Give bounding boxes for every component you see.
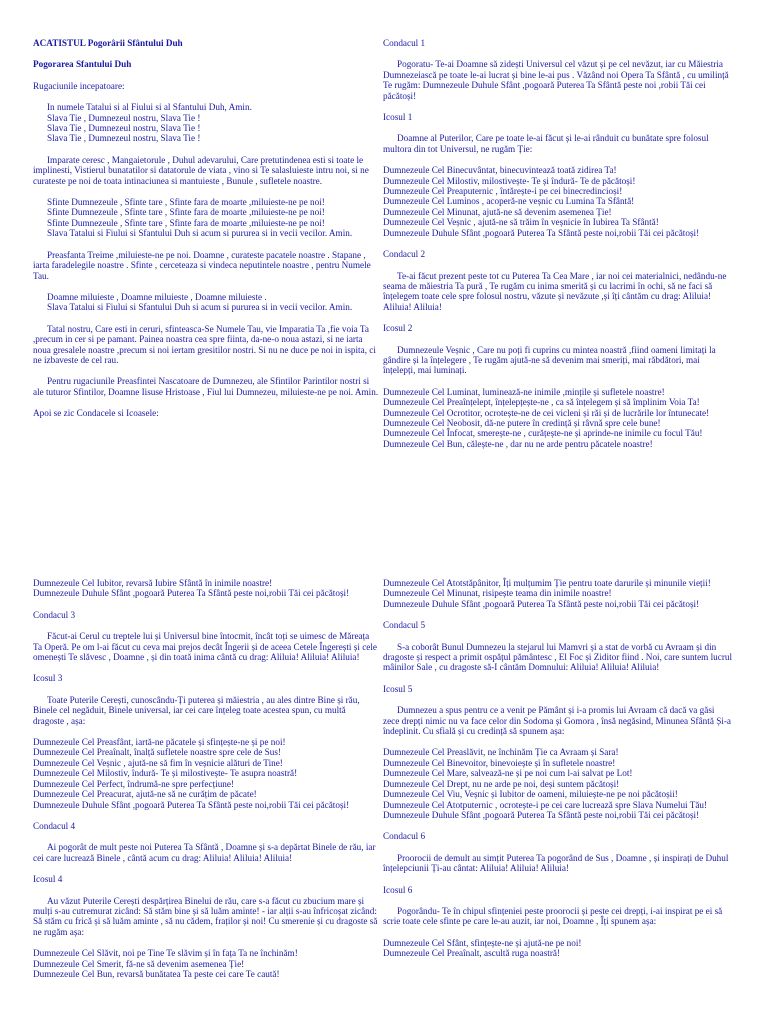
text-line: Dumnezeule Cel Preaînalt, ascultă ruga noastră! <box>383 948 561 959</box>
text-line: Tatal nostru, Care esti in ceruri, sfinteasca-Se Numele Tau, vie Imparatia Ta ,fie voia Ta ,precum in cer si pe pamant. Painea noastra cea spre fiinta, da-ne-o noua astazi, si ne iarta noua gresalele noastre ,precum si noi iertam gresitilor nostri. Si nu ne duce pe noi in ispita, ci ne izbaveste de cel rau. <box>33 323 379 365</box>
text-block <box>383 831 733 841</box>
page-divider <box>0 553 768 565</box>
text-block <box>383 620 733 630</box>
text-block <box>383 885 733 895</box>
text-block <box>33 737 379 810</box>
text-block <box>33 695 379 726</box>
text-line: Doamne miluieste , Doamne miluieste , Doamne miluieste . <box>47 291 267 302</box>
text-block <box>33 59 379 69</box>
text-block <box>33 250 379 281</box>
text-line: Rugaciunile incepatoare: <box>33 80 125 91</box>
text-line: Dumnezeule Cel Mare, salvează-ne și pe noi cum l-ai salvat pe Lot! <box>383 768 633 779</box>
text-block <box>33 81 379 91</box>
text-line: Dumnezeule Cel Veșnic , ajută-ne să trăim în veșnicie în Iubirea Ta Sfântă! <box>383 217 659 228</box>
text-line: Condacul 6 <box>383 831 426 842</box>
page-bottom <box>0 572 768 1024</box>
text-line: Dumnezeule Veșnic , Care nu poți fi cuprins cu mintea noastră ,fiind oameni limitați la gândire și la înțelegere , Te rugăm ajută-ne să devenim mai smeriți, mai răbdători, mai înțelepți, mai luminați. <box>383 344 719 376</box>
column-left <box>33 578 379 990</box>
text-block <box>33 38 379 48</box>
text-block <box>383 938 733 959</box>
text-line: Dumnezeule Duhule Sfânt ,pogoară Puterea Ta Sfântă peste noi,robii Tăi cei păcătoși! <box>383 598 700 609</box>
text-block <box>33 376 379 397</box>
text-line: Icosul 6 <box>383 884 413 895</box>
text-line: Slava Tie , Dumnezeul nostru, Slava Tie ! <box>47 112 201 123</box>
text-line: Icosul 2 <box>383 323 413 334</box>
text-line: Toate Puterile Cerești, cunoscându-Ți puterea și măiestria , au ales dintre Bine și rău, Binele cel negăduit, Binele universal, iar cei care înțeleg toate acestea spun, cu multă dragoste , așa: <box>33 694 362 726</box>
text-line: Te-ai făcut prezent peste tot cu Puterea Ta Cea Mare , iar noi cei materialnici, nedându-ne seama de măiestria Ta pură , Te rugăm cu inima smerită și cu lacrimi în ochi, să ne faci să înțelegem toate cele spre folosul nostru, văzute și nevăzute ,și îți cântăm cu drag: Aliluia! Aliluia! Aliluia! <box>383 270 729 312</box>
text-block <box>33 874 379 884</box>
text-line: Condacul 4 <box>33 820 76 831</box>
text-line: Dumnezeule Cel Neobosit, dă-ne putere în credință și râvnă spre cele bune! <box>383 417 661 428</box>
text-line: Icosul 1 <box>383 112 413 123</box>
text-line: Dumnezeule Duhule Sfânt ,pogoară Puterea Ta Sfântă peste noi,robii Tăi cei păcătoși! <box>33 588 350 599</box>
text-line: S-a coborât Bunul Dumnezeu la stejarul lui Mamvri și a stat de vorbă cu Avraam și din dragoste și respect a primit ospățul pământesc , El Foc și Ziditor fiind . Noi, care suntem lucrul mâinilor Sale , cu dragoste să-I cântăm Domnului: Aliluia! Aliluia! Aliluia! <box>383 641 735 673</box>
text-block <box>383 684 733 694</box>
text-line: Dumnezeule Cel Milostiv, îndură- Te și milostivește- Te asupra noastră! <box>33 768 298 779</box>
text-block <box>33 197 379 239</box>
text-block <box>33 102 379 144</box>
text-block <box>33 673 379 683</box>
text-line: Proorocii de demult au simțit Puterea Ta pogorând de Sus , Doamne , și inspirați de Duhul înțelepciunii Ți-au cântat: Aliluia! Aliluia! Aliluia! <box>383 852 731 874</box>
text-line: Slava Tie , Dumnezeul nostru, Slava Tie ! <box>47 133 201 144</box>
text-line: Dumnezeule Cel Minunat, ajută-ne să devenim asemenea Ție! <box>383 206 612 217</box>
text-line: In numele Tatalui si al Fiului si al Sfantului Duh, Amin. <box>47 102 252 113</box>
text-block <box>33 578 379 599</box>
text-block <box>383 906 733 927</box>
text-line: Dumnezeule Cel Preaputernic , întărește-i pe cei binecredincioși! <box>383 186 623 197</box>
text-line: Dumnezeule Cel Milostiv, milostivește- Te și îndură- Te de păcătoși! <box>383 175 636 186</box>
text-block <box>383 112 733 122</box>
text-line: Dumnezeule Cel Binecuvântat, binecuvintează toată zidirea Ta! <box>383 165 617 176</box>
text-block <box>383 271 733 313</box>
column-right <box>383 578 733 970</box>
text-line: Dumnezeule Cel Preacurat, ajută-ne să ne curățim de păcate! <box>33 789 257 800</box>
text-line: Slava Tie , Dumnezeul nostru, Slava Tie ! <box>47 123 201 134</box>
text-line: Dumnezeule Cel Preaînalt, înalță sufletele noastre spre cele de Sus! <box>33 747 281 758</box>
text-line: Pentru rugaciunile Preasfintei Nascatoare de Dumnezeu, ale Sfintilor Parintilor nostri si ale tuturor Sfintilor, Doamne Iisuse Hristoase , Fiul lui Dumnezeu, miluieste-ne pe noi. Amin. <box>33 376 379 397</box>
text-line: Dumnezeu a spus pentru ce a venit pe Pământ și i-a promis lui Avraam că dacă va găsi zece drepți nimic nu va face celor din Sodoma și Gomora , însă negăsind, Minunea Sfântă Și-a îndeplinit. Cu sfială și cu credință să spunem așa: <box>383 705 734 737</box>
text-block <box>383 165 733 238</box>
text-line: Dumnezeule Cel Atotstăpânitor, Îți mulțumim Ție pentru toate darurile și minunile vieții! <box>383 578 711 588</box>
text-block <box>33 896 379 938</box>
text-block <box>383 642 733 673</box>
text-block <box>383 387 733 449</box>
text-block <box>383 38 733 48</box>
text-line: Dumnezeule Cel Minunat, risipește teama din inimile noastre! <box>383 588 612 599</box>
text-line: Sfinte Dumnezeule , Sfinte tare , Sfinte fara de moarte ,miluieste-ne pe noi! <box>47 197 325 208</box>
text-line: Au văzut Puterile Cerești despărțirea Binelui de rău, care s-a făcut cu zbucium mare și mulți s-au cutremurat zicând: Să stăm bine și să luăm aminte! - iar alții s-au înfricoșat zicând: Să stăm cu frică și să luăm aminte , să nu cădem, fraților și noi! Cu smerenie și cu dragoste să ne rugăm așa: <box>33 895 380 937</box>
text-block <box>383 578 733 609</box>
text-line: Dumnezeule Cel Binevoitor, binevoiește și în sufletele noastre! <box>383 757 616 768</box>
text-line: Dumnezeule Duhule Sfânt ,pogoară Puterea Ta Sfântă peste noi,robii Tăi cei păcătoși! <box>33 799 350 810</box>
text-line: Pogorându- Te în chipul sfințeniei peste proorocii și peste cei drepți, i-ai inspirat pe ei să scrie toate cele sfinte pe care le-au auzit, iar noi, Doamne , Îți spunem așa: <box>383 905 725 927</box>
text-line: Dumnezeule Cel Veșnic , ajută-ne să fim în veșnicie alături de Tine! <box>33 757 283 768</box>
text-block <box>383 705 733 736</box>
text-line: Dumnezeule Cel Înfocat, smerește-ne , curățește-ne și aprinde-ne inimile cu focul Tău! <box>383 428 703 439</box>
text-line: Dumnezeule Cel Ocrotitor, ocrotește-ne de cei vicleni și răi și de lucrările lor întunecate! <box>383 407 710 418</box>
text-block <box>33 324 379 366</box>
text-line: Dumnezeule Cel Luminos , acoperă-ne veșnic cu Lumina Ta Sfântă! <box>383 196 635 207</box>
text-line: Apoi se zic Condacele si Icoasele: <box>33 408 159 419</box>
text-line: Dumnezeule Cel Smerit, fă-ne să devenim asemenea Ție! <box>33 958 245 969</box>
text-block <box>33 408 379 418</box>
text-block <box>383 853 733 874</box>
text-line: Icosul 3 <box>33 673 63 684</box>
text-line: Icosul 4 <box>33 874 63 885</box>
text-block <box>383 133 733 154</box>
text-line: Dumnezeule Cel Bun, călește-ne , dar nu ne arde pentru păcatele noastre! <box>383 438 653 449</box>
text-block <box>33 155 379 186</box>
text-block <box>383 59 733 101</box>
text-block <box>33 821 379 831</box>
column-right <box>383 38 733 460</box>
text-line: Dumnezeule Duhule Sfânt ,pogoară Puterea Ta Sfântă peste noi,robii Tăi cei păcătoși! <box>383 809 700 820</box>
text-line: Făcut-ai Cerul cu treptele lui și Universul bine întocmit, încât toți se uimesc de Măreața Ta Operă. Pe om l-ai făcut cu ceva mai prejos decât Îngerii și de aceea Cetele Îngerești și cele omenești Te slăvesc , Doamne , și din toată inima cântă cu drag: Aliluia! Aliluia! Aliluia! <box>33 631 380 663</box>
column-left <box>33 38 379 430</box>
text-block <box>33 631 379 662</box>
text-line: Dumnezeule Cel Luminat, luminează-ne inimile ,mințile și sufletele noastre! <box>383 386 665 397</box>
text-line: Condacul 1 <box>383 38 426 48</box>
text-line: Preasfanta Treime ,miluieste-ne pe noi. Doamne , curateste pacatele noastre . Stapane , iarta faradelegile noastre . Sfinte , cerceteaza si vindeca neputintele noastre , pentru Numele Tau. <box>33 249 373 281</box>
text-line: Condacul 3 <box>33 609 76 620</box>
text-line: Ai pogorât de mult peste noi Puterea Ta Sfântă , Doamne și s-a depărtat Binele de rău, iar cei care lucrează Binele , cântă acum cu drag: Aliluia! Aliluia! Aliluia! <box>33 842 378 863</box>
text-line: Dumnezeule Cel Iubitor, revarsă Iubire Sfântă în inimile noastre! <box>33 578 273 588</box>
text-line: Dumnezeule Cel Slăvit, noi pe Tine Te slăvim și în fața Ta ne închinăm! <box>33 948 298 959</box>
text-line: Sfinte Dumnezeule , Sfinte tare , Sfinte fara de moarte ,miluieste-ne pe noi! <box>47 207 325 218</box>
text-block <box>383 345 733 376</box>
text-line: Dumnezeule Cel Atotputernic , ocrotește-i pe cei care lucrează spre Slava Numelui Tău! <box>383 799 708 810</box>
text-line: Sfinte Dumnezeule , Sfinte tare , Sfinte fara de moarte ,miluieste-ne pe noi! <box>47 217 325 228</box>
text-line: Dumnezeule Cel Viu, Veșnic și Iubitor de oameni, miluiește-ne pe noi păcătoșii! <box>383 789 678 800</box>
text-line: Doamne al Puterilor, Care pe toate le-ai făcut și le-ai rânduit cu bunătate spre folosul multora din tot Universul, ne rugăm Ție: <box>383 133 711 154</box>
text-line: Dumnezeule Cel Bun, revarsă bunătatea Ta peste cei care Te caută! <box>33 968 280 979</box>
text-line: Dumnezeule Cel Preasfânt, iartă-ne păcatele și sfințește-ne și pe noi! <box>33 737 286 748</box>
text-block <box>33 948 379 979</box>
text-line: Condacul 2 <box>383 249 426 260</box>
text-line: Dumnezeule Cel Preaînțelept, înțelepțește-ne , ca să înțelegem și să împlinim Voia Ta! <box>383 397 700 408</box>
text-block <box>383 323 733 333</box>
text-line: Dumnezeule Duhule Sfânt ,pogoară Puterea Ta Sfântă peste noi,robii Tăi cei păcătoși! <box>383 227 700 238</box>
text-block <box>33 610 379 620</box>
text-line: Dumnezeule Cel Sfânt, sfințește-ne și ajută-ne pe noi! <box>383 937 582 948</box>
text-line: Dumnezeule Cel Preaslăvit, ne închinăm Ție ca Avraam și Sara! <box>383 747 619 758</box>
text-line: Dumnezeule Cel Perfect, îndrumă-ne spre perfecțiune! <box>33 778 235 789</box>
text-block <box>33 292 379 313</box>
text-block <box>383 249 733 259</box>
text-line: Dumnezeule Cel Drept, nu ne arde pe noi, deși suntem păcătoși! <box>383 778 620 789</box>
text-line: Imparate ceresc , Mangaietorule , Duhul adevarului, Care pretutindenea esti si toate le implinesti, Vistierul bunatatilor si datatorule de viata , vino si Te salasluieste intru noi, si ne curateste pe noi de toata intinaciunea si mantuieste , Bunule , sufletele noastre. <box>33 154 372 186</box>
text-block <box>383 747 733 820</box>
text-line: Icosul 5 <box>383 683 413 694</box>
text-line: Slava Tatalui si Fiului si Sfantului Duh si acum si pururea si in vecii vecilor. Amin. <box>47 228 353 239</box>
heading: ACATISTUL Pogorârii Sfântului Duh <box>33 38 183 48</box>
text-block <box>33 842 379 863</box>
text-line: Pogoratu- Te-ai Doamne să zidești Universul cel văzut și pe cel nevăzut, iar cu Măiestria Dumnezeiască pe toate le-ai lucrat și bine le-ai pus . Văzând noi Opera Ta Sfântă , cu umilință Te rugăm: Dumnezeule Duhule Sfânt ,pogoară Puterea Ta Sfântă peste noi ,robii Tăi cei păcătoși! <box>383 59 731 101</box>
text-line: Condacul 5 <box>383 620 426 631</box>
text-line: Slava Tatalui si Fiului si Sfantului Duh si acum si pururea si in vecii vecilor. Amin. <box>47 302 353 313</box>
heading: Pogorarea Sfantului Duh <box>33 59 132 70</box>
